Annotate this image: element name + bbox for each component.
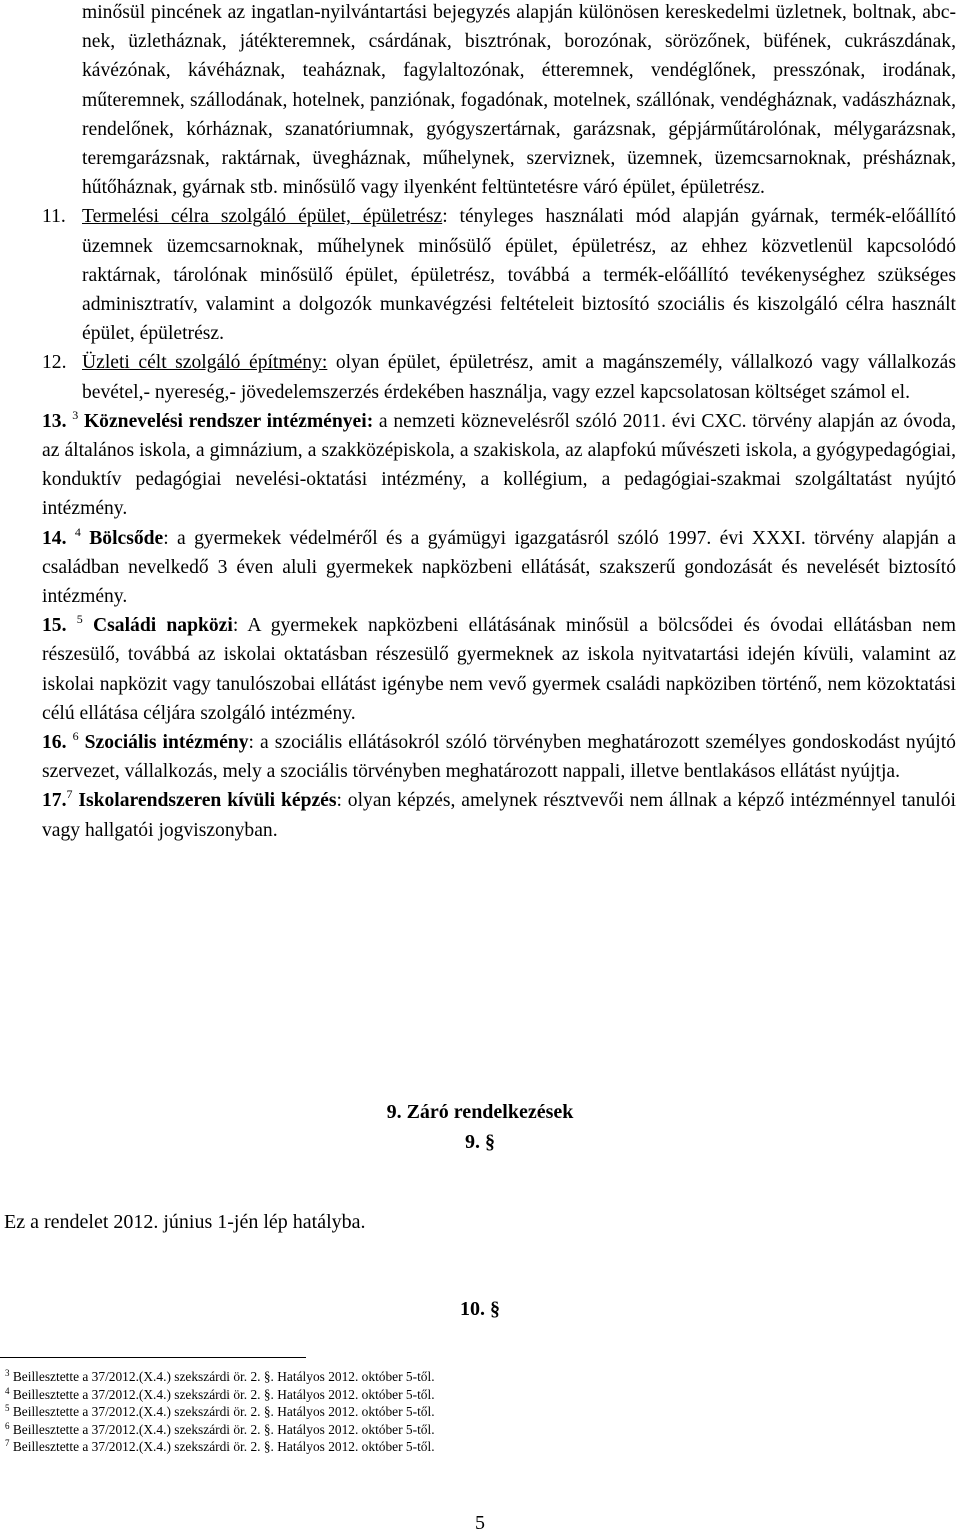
paragraph-15 <box>42 611 956 728</box>
footnote-ref[interactable]: 7 <box>66 787 73 802</box>
footnote-number: 7 <box>5 1438 10 1449</box>
paragraph-number: 12. <box>42 352 67 374</box>
footnote-separator <box>0 1357 306 1358</box>
footnote <box>5 1421 435 1439</box>
paragraph-number: 14. <box>42 527 67 549</box>
footnote-text: Beillesztette a 37/2012.(X.4.) szekszárdi ör. 2. §. Hatályos 2012. október 5-től. <box>12 1386 435 1402</box>
paragraph-10-continuation <box>42 0 956 202</box>
footnote-number: 6 <box>5 1420 10 1431</box>
paragraph-16 <box>42 728 956 786</box>
paragraph-17 <box>42 786 956 844</box>
paragraph-number: 15. <box>42 615 67 637</box>
section-10-sign: 10. § <box>460 1298 500 1320</box>
paragraph-11 <box>42 202 956 348</box>
section-title: 9. Záró rendelkezések <box>386 1101 574 1123</box>
footnote <box>5 1438 435 1456</box>
footnote <box>5 1386 435 1404</box>
paragraph-number: 11. <box>42 206 66 228</box>
definitions-body <box>42 0 956 845</box>
defined-term: Köznevelési rendszer intézményei: <box>83 410 374 432</box>
footnote-ref[interactable]: 6 <box>72 729 79 744</box>
definition-text: a nemzeti köznevelésről szóló 2011. évi CXC. törvény alapján az óvoda, az általános iskola, a gimnázium, a szakközépiskola, a szakiskola, az alapfokú művészeti iskola, a gyógypedagógiai, konduktív pedagógiai nevelési-oktatási intézmény, a kollégium, a pedagógiai-szakmai szolgáltatást nyújtó intézmény. <box>42 410 956 520</box>
defined-term: Üzleti célt szolgáló építmény: <box>82 352 328 374</box>
paragraph-14 <box>42 524 956 612</box>
footnote-text: Beillesztette a 37/2012.(X.4.) szekszárdi ör. 2. §. Hatályos 2012. október 5-től. <box>12 1369 435 1384</box>
defined-term: Szociális intézmény <box>84 732 249 754</box>
definition-text: : olyan képzés, amelynek résztvevői nem állnak a képző intézménnyel tanulói vagy hallgatói jogviszonyban. <box>42 790 956 841</box>
footnote-text: Beillesztette a 37/2012.(X.4.) szekszárdi ör. 2. §. Hatályos 2012. október 5-től. <box>12 1404 435 1420</box>
defined-term: Termelési célra szolgáló épület, épületrész <box>82 206 443 228</box>
definition-text: : tényleges használati mód alapján gyárnak, termék-előállító üzemnek üzemcsarnoknak, műhelynek minősülő épület, épületrész, az ehhez közvetlenül kapcsolódó raktárnak, tárolónak minősülő épület, épületrész, továbbá a termék-előállító tevékenységhez szükséges adminisztratív, valamint a dolgozók munkavégzési feltételeit biztosító szociális és kiszolgáló célra használt épület, épületrész. <box>82 206 956 345</box>
definition-text: : a szociális ellátásokról szóló törvényben meghatározott személyes gondoskodást nyújtó szervezet, vállalkozás, mely a szociális törvényben meghatározott nappali, illetve bentlakásos ellátást nyújtja. <box>42 732 956 783</box>
defined-term: Családi napközi <box>93 615 233 637</box>
section-9-sign: 9. § <box>465 1131 495 1153</box>
definition-text: : A gyermekek napközbeni ellátásának minősül a bölcsődei és óvodai ellátásban nem részesülő, továbbá az iskolai oktatásban részesülő gyermeknek az iskola nyitvatartási idején kívüli, valamint az iskolai napközit vagy tanulószobai ellátást igénybe nem vevő gyermek családi napköziben történő, nem közoktatási célú ellátása céljára szolgáló intézmény. <box>42 615 956 724</box>
defined-term: Bölcsőde <box>89 527 164 549</box>
paragraph-number: 17. <box>42 790 67 812</box>
footnote-ref[interactable]: 4 <box>74 524 81 539</box>
footnote-text: Beillesztette a 37/2012.(X.4.) szekszárdi ör. 2. §. Hatályos 2012. október 5-től. <box>12 1439 435 1455</box>
paragraph-number: 16. <box>42 732 67 754</box>
footnote-text: Beillesztette a 37/2012.(X.4.) szekszárdi ör. 2. §. Hatályos 2012. október 5-től. <box>12 1421 435 1437</box>
paragraph-13 <box>42 407 956 524</box>
footnote <box>5 1368 435 1386</box>
paragraph-12 <box>42 348 956 406</box>
footnote-number: 4 <box>5 1385 10 1396</box>
footnote-ref[interactable]: 5 <box>76 612 83 627</box>
footnotes <box>5 1368 435 1456</box>
definition-text: : a gyermekek védelméről és a gyámügyi igazgatásról szóló 1997. évi XXXI. törvény alapján a családban nevelkedő 3 éven aluli gyermekek napközbeni ellátását, szakszerű gondozását és nevelését biztosító intézmény. <box>42 527 956 608</box>
paragraph-text: minősül pincének az ingatlan-nyilvántartási bejegyzés alapján különösen kereskedelmi üzletnek, boltnak, abc-nek, üzletháznak, játékteremnek, csárdának, bisztrónak, borozónak, sörözőnek, büfének, cukrászdának, kávézónak, kávéháznak, teaháznak, fagylaltozónak, étteremnek, vendéglőnek, presszónak, irodának, műteremnek, szállodának, hotelnek, panziónak, fogadónak, motelnek, szállónak, vendégháznak, vadászháznak, rendelőnek, kórháznak, szanatóriumnak, gyógyszertárnak, garázsnak, gépjárműtárolónak, mélygarázsnak, teremgarázsnak, raktárnak, üvegháznak, műhelynek, szerviznek, üzemnek, üzemcsarnoknak, présháznak, hűtőháznak, gyárnak stb. minősülő vagy ilyenként feltüntetésre váró épület, épületrész. <box>82 2 956 199</box>
enactment-clause: Ez a rendelet 2012. június 1-jén lép hatályba. <box>4 1211 366 1233</box>
paragraph-number: 13. <box>42 410 67 432</box>
footnote-number: 5 <box>5 1403 10 1414</box>
page-number: 5 <box>475 1512 485 1534</box>
defined-term: Iskolarendszeren kívüli képzés <box>78 790 337 812</box>
footnote-ref[interactable]: 3 <box>72 407 79 422</box>
footnote <box>5 1403 435 1421</box>
definition-text: olyan épület, épületrész, amit a magánszemély, vállalkozó vagy vállalkozás bevétel,- nyereség,- jövedelemszerzés érdekében használja, vagy ezzel kapcsolatosan költséget számol el. <box>82 352 956 403</box>
footnote-number: 3 <box>5 1368 10 1378</box>
